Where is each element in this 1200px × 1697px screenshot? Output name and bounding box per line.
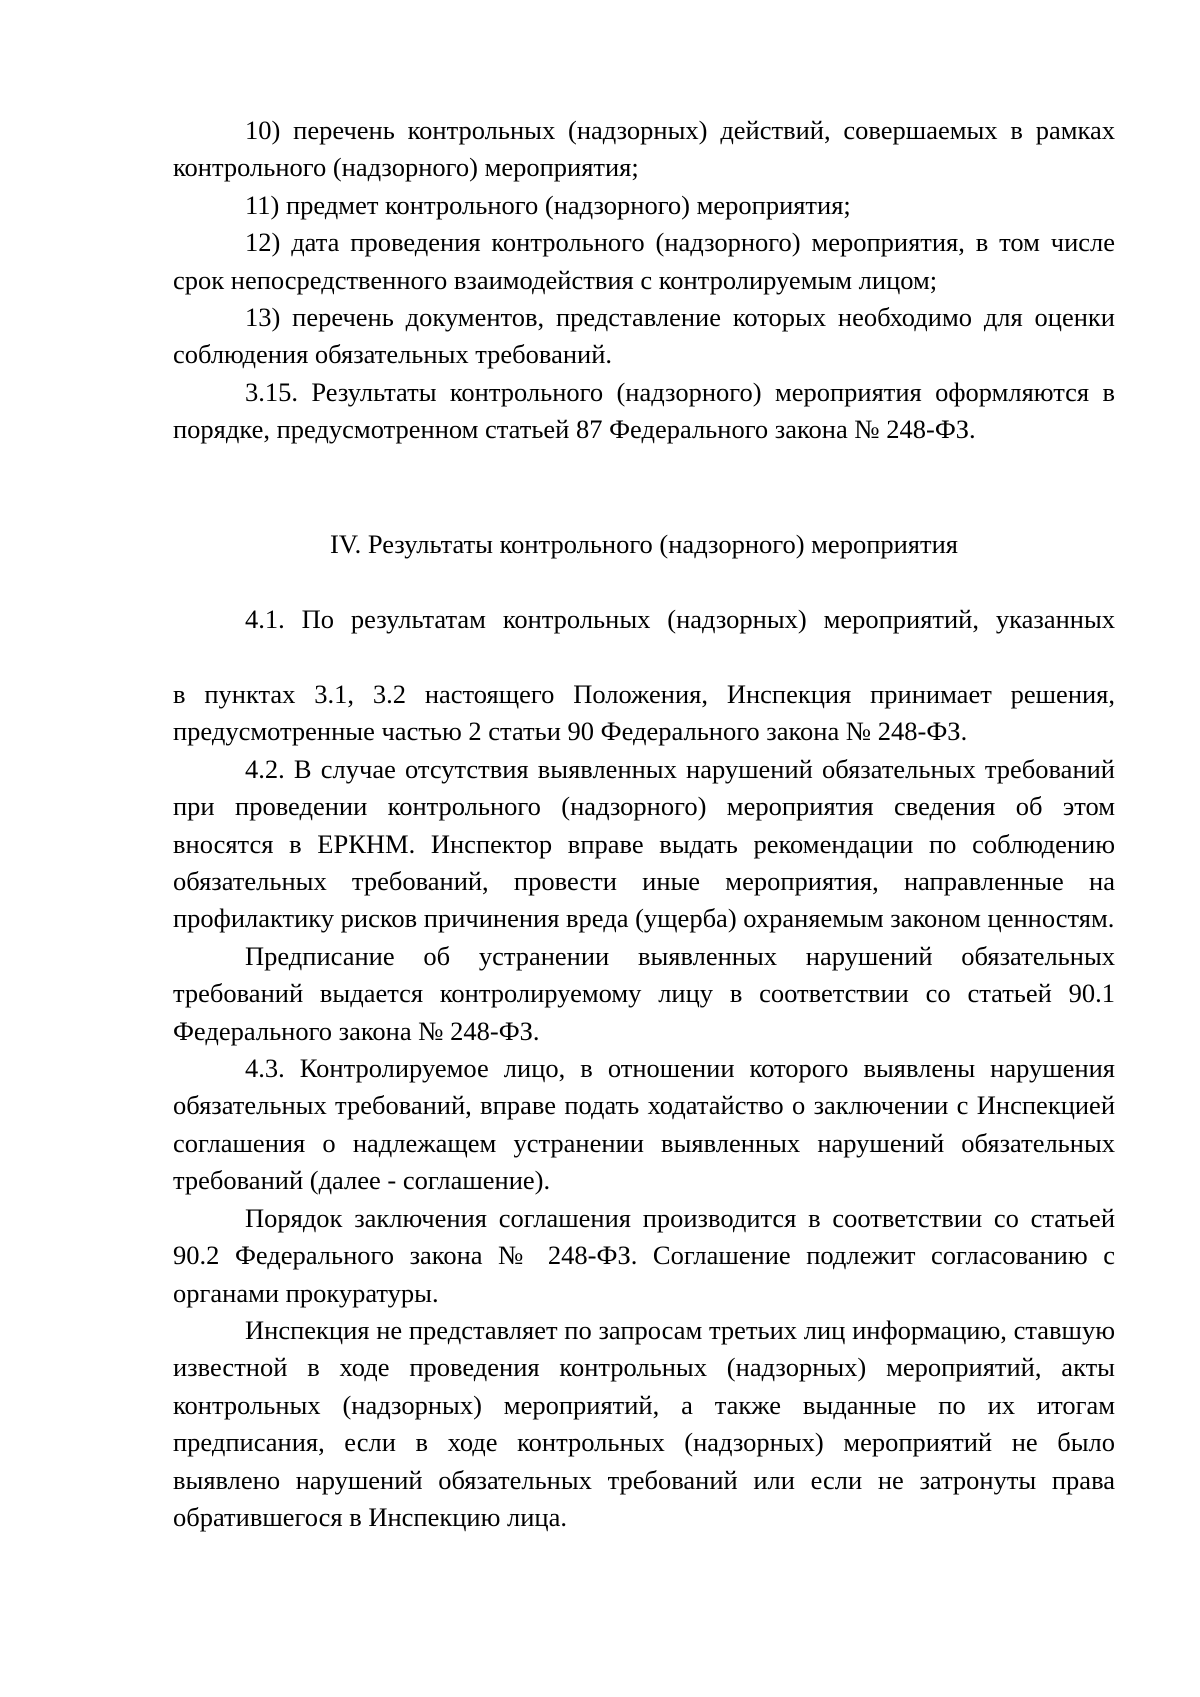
list-item-10: 10) перечень контрольных (надзорных) действий, совершаемых в рамках контрольного (надзорного) мероприятия; — [173, 115, 1115, 183]
paragraph-3-15: 3.15. Результаты контрольного (надзорного) мероприятия оформляются в порядке, предусмотренном статьей 87 Федерального закона № 248-ФЗ. — [173, 376, 1115, 445]
paragraph-4-1-start: 4.1. По результатам контрольных (надзорных) мероприятий, указанных — [245, 604, 1115, 634]
paragraph-agreement-procedure: Порядок заключения соглашения производится в соответствии со статьей 90.2 Федерального закона № 248-ФЗ. Соглашение подлежит согласованию с органами прокуратуры. — [173, 1202, 1115, 1308]
text-block-top — [173, 112, 1115, 449]
list-item-12: 12) дата проведения контрольного (надзорного) мероприятия, в том числе срок непосредственного взаимодействия с контролируемым лицом; — [173, 227, 1115, 295]
paragraph-prescription: Предписание об устранении выявленных нарушений обязательных требований выдается контролируемому лицу в соответствии со статьей 90.1 Федерального закона № 248-ФЗ. — [173, 940, 1115, 1046]
paragraph-inspection-disclosure: Инспекция не представляет по запросам третьих лиц информацию, ставшую известной в ходе проведения контрольных (надзорных) мероприятий, акты контрольных (надзорных) мероприятий, а также выданные по их итогам предписания, если в ходе контрольных (надзорных) мероприятий не было выявлено нарушений обязательных требований или если не затронуты права обратившегося в Инспекцию лица. — [173, 1314, 1115, 1532]
section-heading: IV. Результаты контрольного (надзорного) мероприятия — [330, 529, 958, 559]
paragraph-4-2: 4.2. В случае отсутствия выявленных нарушений обязательных требований при проведении контрольного (надзорного) мероприятия сведения об этом вносятся в ЕРКНМ. Инспектор вправе выдать рекомендации по соблюдению обязательных требований, провести иные мероприятия, направленные на профилактику рисков причинения вреда (ущерба) охраняемым законом ценностям. — [173, 753, 1115, 934]
list-item-11: 11) предмет контрольного (надзорного) мероприятия; — [245, 189, 851, 220]
paragraph-4-3: 4.3. Контролируемое лицо, в отношении которого выявлены нарушения обязательных требований, вправе подать ходатайство о заключении с Инспекцией соглашения о надлежащем устранении выявленных нарушений обязательных требований (далее - соглашение). — [173, 1053, 1115, 1196]
text-block-main — [173, 676, 1115, 1536]
text-block-4-1-start — [173, 601, 1115, 638]
paragraph-4-1-continued: в пунктах 3.1, 3.2 настоящего Положения, Инспекция принимает решения, предусмотренные частью 2 статьи 90 Федерального закона № 248-ФЗ. — [173, 679, 1115, 747]
list-item-13: 13) перечень документов, представление которых необходимо для оценки соблюдения обязательных требований. — [173, 302, 1115, 370]
